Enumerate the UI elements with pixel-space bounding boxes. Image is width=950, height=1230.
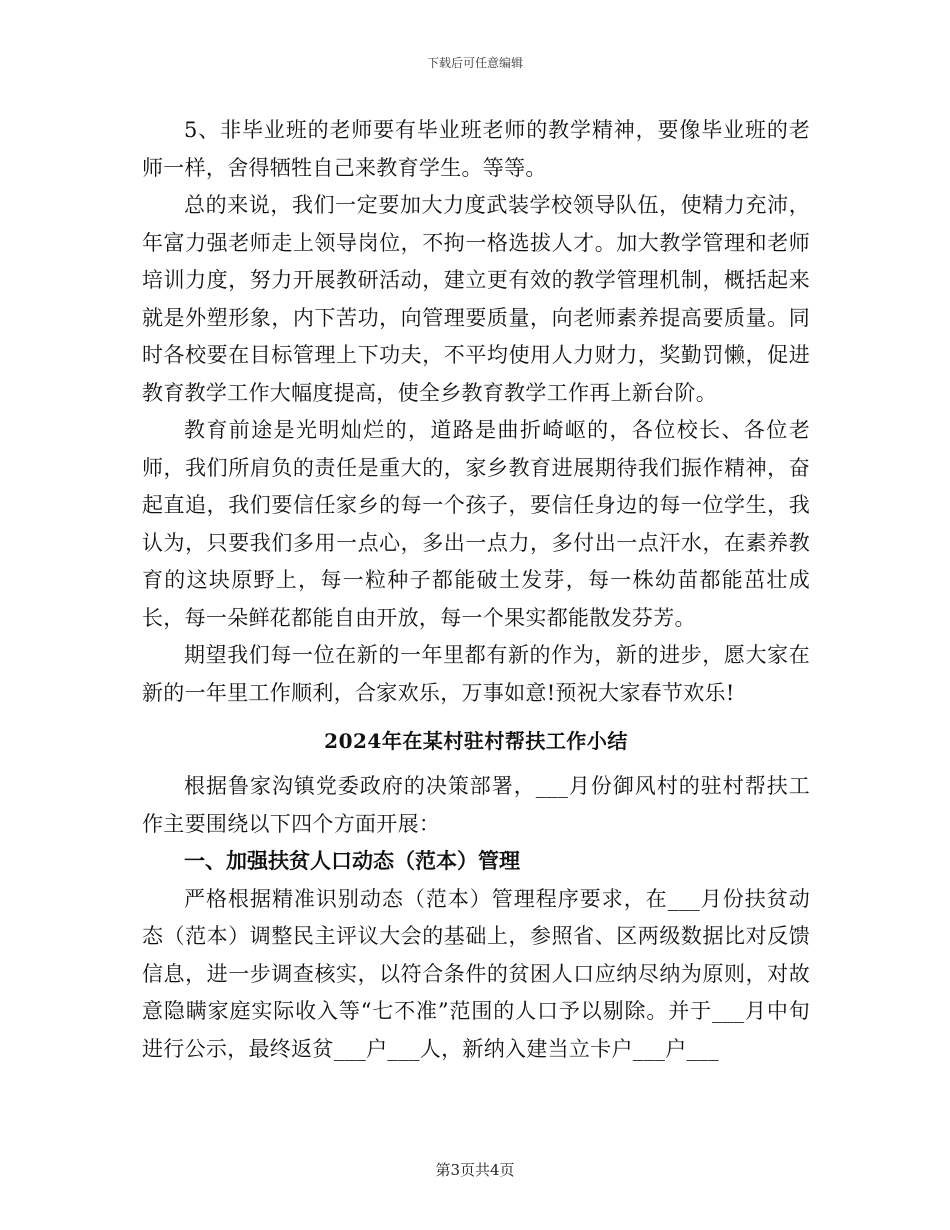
page-header-note: 下载后可任意编辑 [426,56,523,70]
paragraph-section-1: 严格根据精准识别动态（范本）管理程序要求，在___月份扶贫动态（范本）调整民主评议大会的基础上，参照省、区两级数据比对反馈信息，进一步调查核实，以符合条件的贫困人口应纳尽纳为原则，对故意隐瞒家庭实际收入等“七不准”范围的人口予以剔除。并于___月中旬进行公示，最终返贫___户___人，新纳入建当立卡户___户___ [142,886,810,1061]
paragraph-point-5: 5、非毕业班的老师要有毕业班老师的教学精神，要像毕业班的老师一样，舍得牺牲自己来教育学生。等等。 [142,118,810,180]
document-body [142,112,810,1068]
paragraph-new-year-wishes: 期望我们每一位在新的一年里都有新的作为，新的进步，愿大家在新的一年里工作顺利，合家欢乐，万事如意!预祝大家春节欢乐! [142,643,810,705]
paragraph-summary: 总的来说，我们一定要加大力度武装学校领导队伍，使精力充沛，年富力强老师走上领导岗位，不拘一格选拔人才。加大教学管理和老师培训力度，努力开展教研活动，建立更有效的教学管理机制，概括起来就是外塑形象，内下苦功，向管理要质量，向老师素养提高要质量。同时各校要在目标管理上下功夫，不平均使用人力财力，奖勤罚懒，促进教育教学工作大幅度提高，使全乡教育教学工作再上新台阶。 [142,193,810,405]
page-footer-number: 第3页共4页 [435,1161,515,1179]
document-title: 2024年在某村驻村帮扶工作小结 [324,729,628,753]
section-heading-1: 一、加强扶贫人口动态（范本）管理 [184,849,520,873]
paragraph-intro: 根据鲁家沟镇党委政府的决策部署，___月份御风村的驻村帮扶工作主要围绕以下四个方面开展： [142,774,810,836]
paragraph-education-future: 教育前途是光明灿烂的，道路是曲折崎岖的，各位校长、各位老师，我们所肩负的责任是重大的，家乡教育进展期待我们振作精神，奋起直追，我们要信任家乡的每一个孩子，要信任身边的每一位学生，我认为，只要我们多用一点心，多出一点力，多付出一点汗水，在素养教育的这块原野上，每一粒种子都能破土发芽，每一株幼苗都能茁壮成长，每一朵鲜花都能自由开放，每一个果实都能散发芬芳。 [142,418,810,630]
